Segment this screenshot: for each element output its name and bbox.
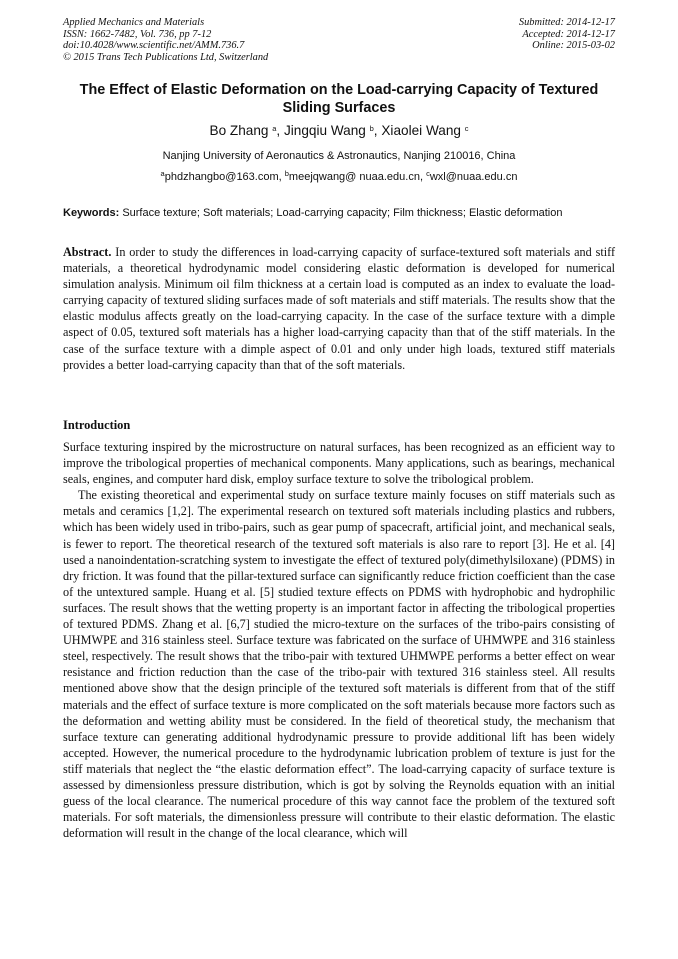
author-list — [63, 122, 615, 140]
author-emails — [63, 170, 615, 184]
publication-dates — [519, 17, 615, 52]
email-mark: b — [284, 169, 289, 178]
accepted-date: Accepted: 2014-12-17 — [522, 28, 615, 40]
author-name: Xiaolei Wang — [381, 123, 461, 138]
author-mark: a — [272, 124, 277, 133]
intro-paragraph: Surface texturing inspired by the microstructure on natural surfaces, has been recognized as an efficient way to improve the tribological properties of mechanical components. Many applications, such as bearings, mechanical seals, engines, and computer hard disk, employ surface texture to solve the tribological problem. — [63, 440, 615, 487]
author-mark: c — [464, 124, 469, 133]
email-address: wxl@nuaa.edu.cn — [429, 171, 518, 183]
intro-paragraph: The existing theoretical and experimental study on surface texture mainly focuses on stiff materials such as metals and ceramics [1,2]. The experimental research on textured soft materials including plastics and rubbers, which has been widely used in tribo-pairs, such as gear pump of spacecraft, artificial joint, and mechanical seals, is fewer to report. The theoretical research of the textured soft materials is also rare to report [3]. He et al. [4] used a nanoindentation-scratching system to investigate the effect of textured poly(dimethylsiloxane) (PDMS) in dry friction. It was found that the pillar-textured surface can significantly reduce friction coefficient than the case of the untextured sample. Huang et al. [5] studied texture effects on PDMS with hydrophobic and hydrophilic surfaces. The result shows that the wetting property is an important factor in affecting the tribological properties of textured PDMS. Zhang et al. [6,7] studied the micro-texture on the surfaces of the tribo-pairs consisting of UHMWPE and 316 stainless steel. Surface texture was fabricated on the surface of UHMWPE and 316 stainless steel, respectively. The result shows that the tribo-pair with textured UHMWPE performs a better effect on wear resistance and friction reduction than the case of the tribo-pair with textured 316 stainless steel. All results mentioned above show that the design principle of the textured soft materials is different from that of the stiff materials and the effect of surface texture is more complicated on the soft materials because more factors such as the deformation and wetting ability must be considered. In the field of theoretical study, the mechanism that surface texture can generating additional hydrodynamic pressure to provide additional lift has been widely accepted. However, the numerical procedure to the hydrodynamic lubrication problem of texture is just for the stiff materials that neglect the “the elastic deformation effect”. The load-carrying capacity of surface texture is assessed by dimensionless pressure distribution, which is got by solving the Reynolds equation with an initial guess of the local clearance. The numerical procedure of this way cannot face the problem of the textured soft materials. For soft materials, the dimensionless pressure will contribute to their elastic deformation. The elastic deformation will result in the change of the local clearance, which will — [63, 488, 615, 841]
copyright-line: © 2015 Trans Tech Publications Ltd, Switzerland — [63, 51, 269, 63]
email-mark: c — [426, 169, 430, 178]
journal-name: Applied Mechanics and Materials — [63, 17, 205, 28]
email-mark: a — [160, 169, 165, 178]
introduction-body — [63, 439, 615, 841]
journal-info — [63, 17, 268, 63]
author-separator: , — [373, 123, 382, 138]
author-name: Bo Zhang — [209, 123, 269, 138]
section-heading-introduction: Introduction — [63, 418, 131, 432]
author-separator: , — [276, 123, 284, 138]
submitted-date: Submitted: 2014-12-17 — [518, 17, 615, 28]
abstract-block — [63, 244, 615, 373]
issn-line: ISSN: 1662-7482, Vol. 736, pp 7-12 — [63, 28, 212, 40]
email-address: phdzhangbo@163.com, — [164, 171, 285, 183]
paper-title: The Effect of Elastic Deformation on the Load-carrying Capacity of Textured Sliding Surfaces — [79, 82, 599, 116]
author-name: Jingqiu Wang — [283, 123, 366, 138]
online-date: Online: 2015-03-02 — [532, 40, 615, 51]
email-address: meejqwang@ nuaa.edu.cn, — [288, 171, 427, 183]
keywords-label: Keywords: — [63, 207, 120, 219]
affiliation: Nanjing University of Aeronautics & Astronautics, Nanjing 210016, China — [162, 150, 516, 162]
keywords-block — [63, 206, 615, 220]
abstract-text: In order to study the differences in load-carrying capacity of surface-textured soft materials and stiff materials, a theoretical hydrodynamic model considering elastic deformation is developed for numerical simulation analysis. Minimum oil film thickness at a certain load is computed as an index to evaluate the load-carrying capacity of textured sliding surfaces made of soft materials and stiff materials. The results show that the elastic modulus affects greatly on the load-carrying capacity. In the case of the surface texture with a dimple aspect of 0.05, textured soft materials has a higher load-carrying capacity than that of the stiff materials. In the case of the surface texture with a dimple aspect of 0.01 and only under high loads, textured stiff materials provides a better load-carrying capacity than that of the soft materials. — [63, 245, 616, 372]
author-mark: b — [369, 124, 374, 133]
doi-line: doi:10.4028/www.scientific.net/AMM.736.7 — [63, 40, 245, 51]
abstract-label: Abstract. — [63, 245, 112, 259]
keywords-text: Surface texture; Soft materials; Load-carrying capacity; Film thickness; Elastic deformation — [122, 207, 563, 219]
